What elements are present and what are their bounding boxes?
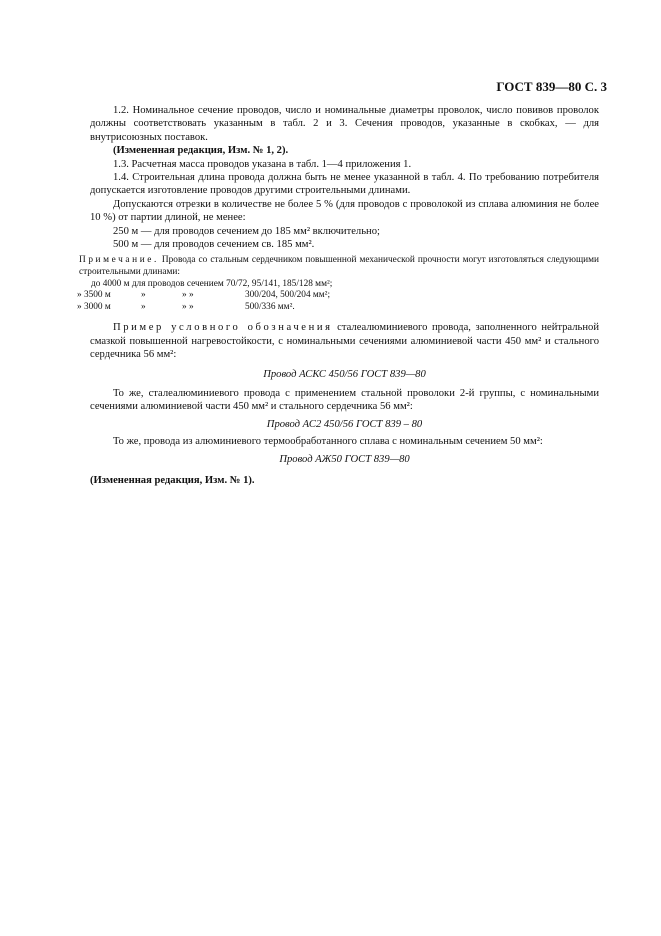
paragraph-1-3: 1.3. Расчетная масса проводов указана в табл. 1—4 приложения 1. xyxy=(113,158,412,170)
example-text-2: То же, сталеалюминиевого провода с применением стальной проволоки 2-й группы, с номинальными сечениями алюминиевой части 450 мм² и стального сердечника 56 мм²: xyxy=(90,388,599,413)
amendment-note-2: (Измененная редакция, Изм. № 1). xyxy=(90,475,255,487)
document-body xyxy=(77,104,599,488)
paragraph-1-4: 1.4. Строительная длина провода должна быть не менее указанной в табл. 4. По требованию потребителя допускается изготовление проводов другими строительными длинами. xyxy=(90,172,599,197)
note-row-ditto: » » xyxy=(182,290,194,301)
note-row-ditto: » xyxy=(141,290,146,301)
designation-3: Провод АЖ50 ГОСТ 839—80 xyxy=(279,453,410,465)
example-paragraph xyxy=(90,321,599,361)
example-label: Пример условного обозначения xyxy=(113,322,333,334)
note-row xyxy=(77,302,599,314)
note-row xyxy=(77,290,599,302)
note-label: Примечание. xyxy=(79,255,159,266)
paragraph-500m: 500 м — для проводов сечением св. 185 мм². xyxy=(113,239,315,251)
note-row-sections: 300/204, 500/204 мм²; xyxy=(245,290,331,301)
note-row-ditto: » xyxy=(141,301,146,312)
amendment-note-1: (Измененная редакция, Изм. № 1, 2). xyxy=(113,145,289,157)
designation-2: Провод АС2 450/56 ГОСТ 839 – 80 xyxy=(266,418,423,430)
note-row-length: » 3000 м xyxy=(77,301,111,312)
note-paragraph xyxy=(79,255,599,278)
note-row-ditto: » » xyxy=(182,301,194,312)
note-line-1: до 4000 м для проводов сечением 70/72, 95/141, 185/128 мм²; xyxy=(91,278,333,289)
paragraph-250m: 250 м — для проводов сечением до 185 мм² включительно; xyxy=(113,225,380,237)
designation-1: Провод АСКС 450/56 ГОСТ 839—80 xyxy=(263,368,426,380)
note-row-length: » 3500 м xyxy=(77,290,111,301)
example-text: сталеалюминиевого провода, заполненного нейтральной смазкой повышенной нагревостойкости, с номинальными сечениями алюминиевой части 450 мм² и стального сердечника 56 мм²: xyxy=(90,322,599,361)
note-text: Провода со стальным сердечником повышенной механической прочности могут изготовляться следующими строительными длинами: xyxy=(79,255,599,278)
paragraph-cuts: Допускаются отрезки в количестве не более 5 % (для проводов с проволокой из сплава алюминия не более 10 %) от партии длиной, не менее: xyxy=(90,198,599,224)
paragraph-1-2: 1.2. Номинальное сечение проводов, число и номинальные диаметры проволок, число повивов проволок должны соответствовать указанным в табл. 2 и 3. Сечения проводов, указанные в скобках, — для внутрисоюзных поставок. xyxy=(90,105,599,143)
page-header: ГОСТ 839—80 С. 3 xyxy=(496,79,607,94)
note-row-sections: 500/336 мм². xyxy=(245,301,295,312)
example-text-3: То же, провода из алюминиевого термообработанного сплава с номинальным сечением 50 мм²: xyxy=(113,436,543,448)
